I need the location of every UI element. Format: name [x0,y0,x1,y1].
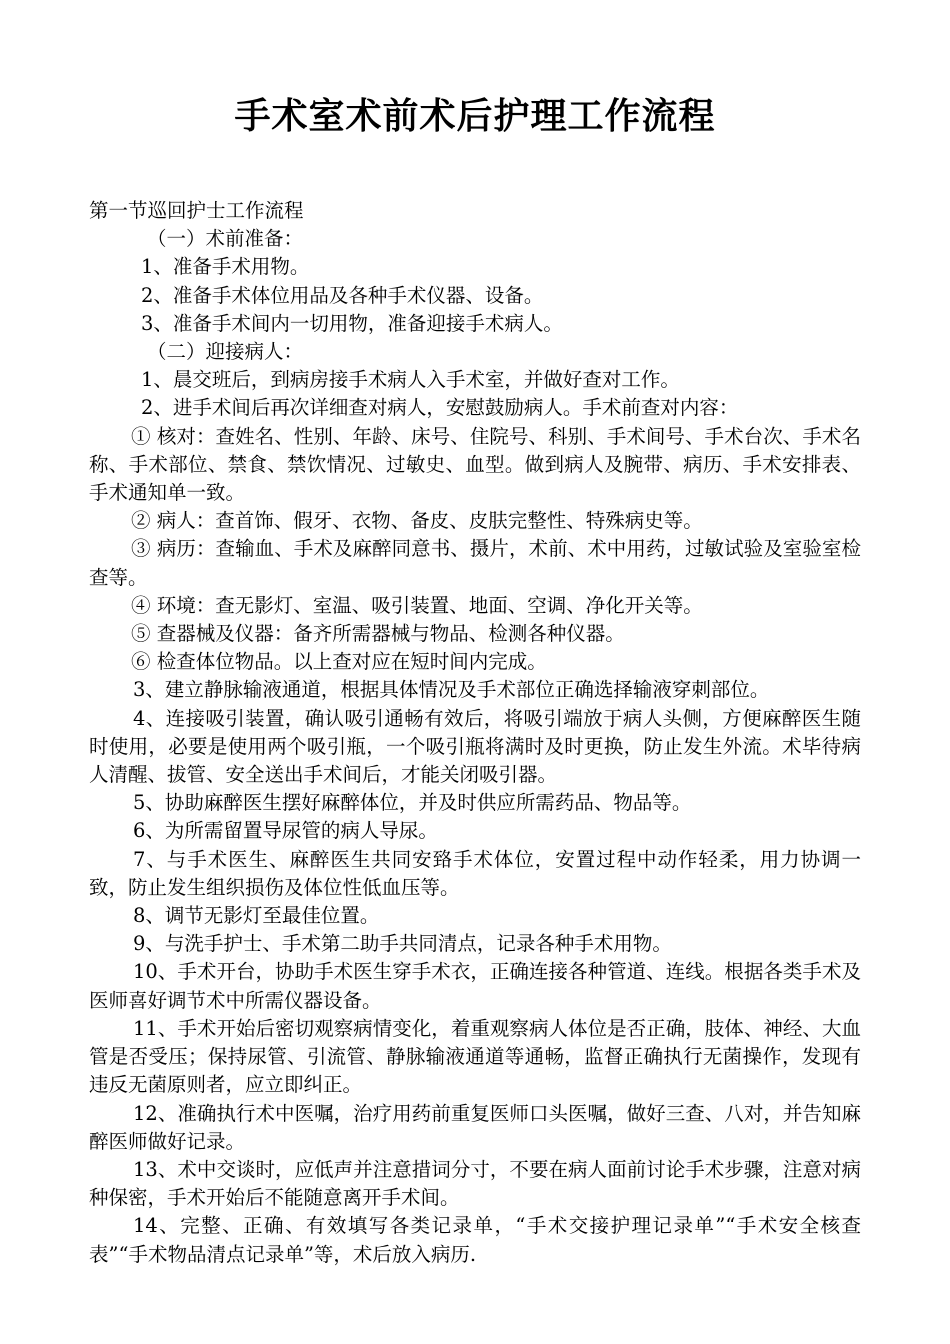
paragraph: 14、完整、正确、有效填写各类记录单，“手术交接护理记录单”“手术安全核查表”“手术物品清点记录单”等，术后放入病历. [89,1214,861,1266]
paragraph: （一）术前准备： [147,227,304,251]
paragraph: 9、与洗手护士、手术第二助手共同清点，记录各种手术用物。 [133,932,672,956]
paragraph: 8、调节无影灯至最佳位置。 [133,904,380,928]
paragraph: 2、进手术间后再次详细查对病人，安慰鼓励病人。手术前查对内容： [141,396,739,420]
paragraph: 3、准备手术间内一切用物，准备迎接手术病人。 [141,311,563,335]
paragraph: ② 病人：查首饰、假牙、衣物、备皮、皮肤完整性、特殊病史等。 [131,509,703,533]
paragraph: ① 核对：查姓名、性别、年龄、床号、住院号、科别、手术间号、手术台次、手术名称、手术部位、禁食、禁饮情况、过敏史、血型。做到病人及腕带、病历、手术安排表、手术通知单一致。 [89,424,861,505]
paragraph: 第一节巡回护士工作流程 [89,199,304,222]
paragraph: ⑤ 查器械及仪器：备齐所需器械与物品、检测各种仪器。 [131,622,625,646]
paragraph: 1、晨交班后，到病房接手术病人入手术室，并做好查对工作。 [141,368,680,392]
paragraph: ⑥ 检查体位物品。以上查对应在短时间内完成。 [131,650,547,674]
paragraph: 4、连接吸引装置，确认吸引通畅有效后，将吸引端放于病人头侧，方便麻醉医生随时使用，必要是使用两个吸引瓶，一个吸引瓶将满时及时更换，防止发生外流。术毕待病人清醒、拔管、安全送出手术间后，才能关闭吸引器。 [89,706,861,787]
paragraph: （二）迎接病人： [147,340,304,364]
paragraph: 7、与手术医生、麻醉医生共同安臵手术体位，安置过程中动作轻柔，用力协调一致，防止发生组织损伤及体位性低血压等。 [89,847,861,899]
paragraph: ④ 环境：查无影灯、室温、吸引装置、地面、空调、净化开关等。 [131,593,703,617]
document-title: 手术室术前术后护理工作流程 [234,96,716,137]
paragraph: 6、为所需留置导尿管的病人导尿。 [133,819,438,843]
paragraph: 13、术中交谈时，应低声并注意措词分寸，不要在病人面前讨论手术步骤，注意对病种保密，手术开始后不能随意离开手术间。 [89,1157,861,1210]
paragraph: 5、协助麻醉医生摆好麻醉体位，并及时供应所需药品、物品等。 [133,791,692,815]
paragraph: 2、准备手术体位用品及各种手术仪器、设备。 [141,283,544,307]
paragraph: 12、准确执行术中医嘱，治疗用药前重复医师口头医嘱，做好三查、八对，并告知麻醉医师做好记录。 [89,1101,861,1153]
paragraph: 10、手术开台，协助手术医生穿手术衣，正确连接各种管道、连线。根据各类手术及医师喜好调节术中所需仪器设备。 [89,960,861,1012]
paragraph: ③ 病历：查输血、手术及麻醉同意书、摄片，术前、术中用药，过敏试验及室验室检查等。 [89,537,861,589]
paragraph: 1、准备手术用物。 [141,255,310,279]
document-body [89,197,861,1269]
paragraph: 3、建立静脉输液通道，根据具体情况及手术部位正确选择输液穿刺部位。 [133,678,770,702]
paragraph: 11、手术开始后密切观察病情变化，着重观察病人体位是否正确，肢体、神经、大血管是否受压；保持尿管、引流管、静脉输液通道等通畅，监督正确执行无菌操作，发现有违反无菌原则者，应立即纠正。 [89,1016,861,1097]
